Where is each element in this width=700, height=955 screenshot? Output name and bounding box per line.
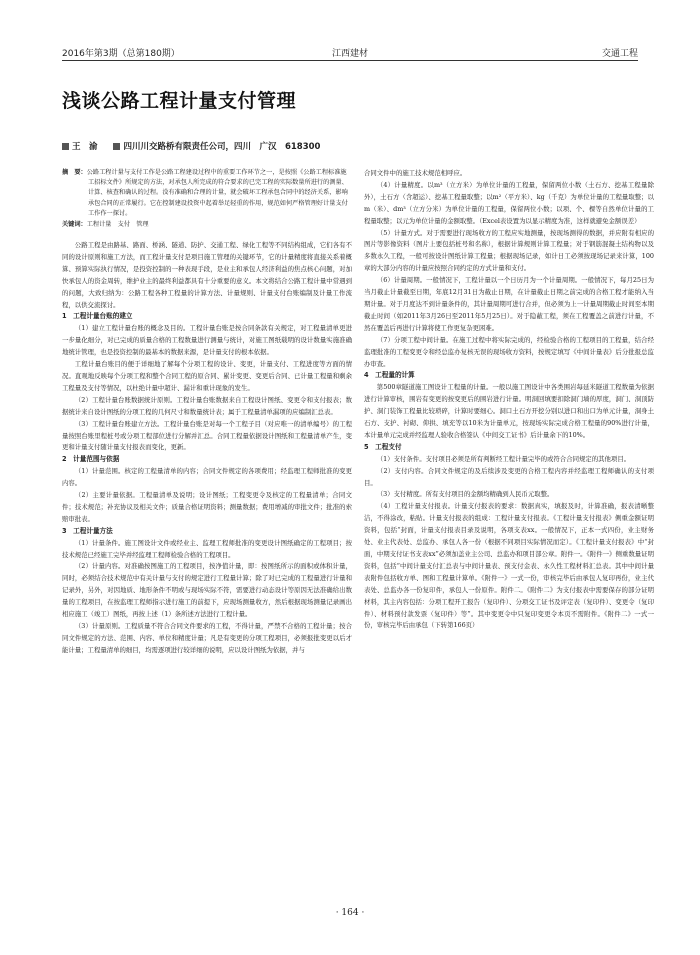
body-paragraph: （2）工程计量台账数据统计原则。工程计量台账数据来自工程设计图纸、变更令和支付报表；数据统计来自设计图纸的分项工程的几何尺寸和数量统计表；属于工程量清单漏项的应编制汇总表。 <box>62 395 352 416</box>
journal-name: 江西建材 <box>331 49 368 59</box>
issue-info: 2016年第3期（总第180期） <box>62 49 180 59</box>
right-column <box>364 168 654 632</box>
body-paragraph: 第500章隧道施工图设计工程量的计量。一般以施工图设计中各类围岩每延米隧道工程数量为依据进行计算审核，围岩有变更的按变更后的围岩进行计量。明洞回填要扣除洞门墙的厚度，洞门、洞顶防护、洞门装饰工程量比较琐碎，计算时要细心。洞口土石方开挖分别以进口和出口为单元计量，洞身土石方、支护、衬砌、仰拱、填充等以10米为计量单元，按现场实际完成合格工程量的90%进行计量，本计量单元完成并经监理人验收合格签认《中间交工证书》后计量余下的10%。 <box>364 383 654 439</box>
author-affiliation: 四川川交路桥有限责任公司，四川 广汉 618300 <box>123 142 321 152</box>
body-paragraph: （7）分项工程中间计量。在施工过程中将实际完成的，经检验合格的工程项目的工程量，结合经监理批准的工程变更令和经总监办复核无误的现场收方资料，按规定填写《中间计量表》后分批报总监办审查。 <box>364 335 654 368</box>
left-column <box>62 240 352 657</box>
abstract-text <box>62 168 352 219</box>
body-paragraph: 公路工程是由路基、路面、桥涵、隧道、防护、交通工程、绿化工程等不同结构组成，它们各有不同的设计原则和施工方法，而工程计量支付是项目施工管理的关键环节，它的计量精度将直接关系着概算、预算实际执行情况，是投资控制的一种表现手段，是业主和承包人经济利益的焦点核心问题，对加快承包人的资金周转，维护业主的最终利益都具有十分重要的意义。本文将结合公路工程计量中常遇到的问题，大致归纳为：公路工程各种工程量的计算方法、计量规则、计量支付台账编制及计量工作流程，以供交流探讨。 <box>62 241 352 309</box>
section-heading: 3 工程计量方法 <box>62 526 113 535</box>
section-heading: 4 工程量的计算 <box>364 371 415 380</box>
abstract-label: 摘 要： <box>62 169 87 176</box>
body-paragraph: （3）支付精度。所有支付项目的金额均精确到人民币元取整。 <box>376 490 554 499</box>
section-heading: 5 工程支付 <box>364 442 402 451</box>
header-rule <box>62 60 638 61</box>
article-title: 浅谈公路工程计量支付管理 <box>62 90 297 112</box>
body-paragraph: （3）计量原则。工程质量不符合合同文件要求的工程，不得计量，严禁不合格的工程计量；按合同文件规定的方法、范围、内容、单位和精度计量；凡是有变更的分项工程项目，必须报批变更以后才能计量；工程量清单的细目，均需逐项进行较详细的说明，应以设计图纸为依据，并与 <box>62 622 352 654</box>
body-paragraph: （2）计量内容。对准确按图施工的工程项目，按净值计量，即：按图纸所示的面积或体积计量，同时，必须结合技术规范中有关计量与支付的规定进行工程量计算；除了对已完成的工程量进行计量和记录外，另外，对因地质、地形条件不明或与现场实际不符，需要进行动态设计等原因无法准确给出数量的工程项目，在按监理工程师指示进行施工的前提下，应现场测量收方，然后根据现场测量记录画出相应施工（竣工）图纸，再按上述（1）条所述方法进行工程计量。 <box>62 562 352 619</box>
body-paragraph: （4）计量精度。以m³（立方米）为单位计量的工程量，保留两位小数（土石方、挖基工程量除外），土石方（含超运）、挖基工程量取整；以m²（平方米）、kg（千克）为单位计量的工程量取整；以m（米）、dm³（立方分米）为单位计量的工程量，保留两位小数；以项、个、棵等自然单位计量的工程量取整；以元为单位计量的金额取整。（Excel表设置为以显示精度为准，这样就避免金额误差） <box>364 180 654 225</box>
author-line <box>62 140 320 152</box>
body-paragraph: 工程计量台账目的便于详细地了解每个分项工程的设计、变更，计量支付、工程进度等方面的情况。直观地反映每个分项工程和整个合同工程的原合同、累计变更、变更后合同、已计量工程量和剩余工程量及支付等情况，以杜绝计量中超计、漏计和重计现象的发生。 <box>62 360 352 392</box>
section-name: 交通工程 <box>601 49 638 59</box>
body-paragraph: （2）支付内容。合同文件规定的及后续涉及变更的合格工程内容并经监理工程师确认的支付项目。 <box>364 466 654 487</box>
body-paragraph: （5）计量方式。对于需要进行现场收方的工程应实地测量，按现场测得的数据，并应附有相应的图片等影像资料（图片上要包括桩号和名称），根据计算规则计算工程量；对于钢筋混凝土结构物以及多数永久工程，一般可按设计图纸计算工程量；根据现场记录，如计日工必须按现场记录来计算，100章的大部分内容的计量应按照合同约定的方式计量和支付。 <box>364 228 654 273</box>
body-paragraph: （1）建立工程计量台账的概念及目的。工程计量台账是按合同条款有关规定，对工程量清单更进一步量化细分，对已完成的质量合格的工程数量进行测量与统计，对施工图纸载明的设计数量实施准确地统计管理，也是投资控制的最基本的数据来源，是计量支付的根本依据。 <box>62 324 352 357</box>
keywords <box>62 220 352 230</box>
page-number: · 164 · <box>335 908 365 918</box>
square-bullet-icon <box>62 143 69 150</box>
abstract-block <box>62 168 352 230</box>
section-heading: 2 计量范围与依据 <box>62 455 120 464</box>
author-name: 王 渝 <box>72 142 98 152</box>
body-paragraph: （3）工程计量台账建立方法。工程计量台账是对每一个工程子目（对应唯一的清单编号）的工程量按照台账里程桩号或分项工程部位进行分解并汇总。合同工程量依据设计图纸和工程量清单产生，变更和计量支付随计量支付报表而变化，更新。 <box>62 419 352 452</box>
body-paragraph: （4）工程计量支付报表。计量支付报表的要求：数据真实，填报及时，计算准确，报表清晰整洁，不得涂改，粘贴。计量支付报表的组成：工程计量支付报表。《工程计量支付报表》侧重金额证明资料，包括“封面，计量支付报表目录及说明，各项支表xx。一般情况下，正本一式四份，业主财务处、业主代表处、总监办、承包人各一份（根据不同项目实际情况而定）。《工程计量支付报表》中“封面，中期支付证书支表xx”必须加盖业主公司、总监办和项目部公章。附件一。《附件一》侧重数量证明资料，包括“中间计量支付汇总表与中间计量表、预支付金表、永久性工程材料汇总表。其中中间计量表附件包括收方单、图和工程量计算单。《附件一》一式一份，审核完毕后由承包人复印再份，业主代表处、总监办各一份复印件，承包人一份原件。附件二。《附件二》为支付报表中需要保存的部分证明材料，其主内容包括：分项工程开工报告（复印件）、分项交工证书及评定表（复印件）、变更令（复印件）、材料预付款发票（复印件）等”。其中变更令中只复印变更令本页不需附件。《附件二》一式一份，审核完毕后由承包（下转第166页） <box>364 502 654 630</box>
keywords-label: 关键词： <box>62 221 87 229</box>
square-bullet-icon <box>113 143 120 150</box>
body-paragraph: 合同文件中的施工技术规范相呼应。 <box>364 169 467 177</box>
body-paragraph: （1）计量条件。施工图设计文件或经业主、监理工程师批准的变更设计图纸确定的工程项目；按技术规范已经施工完毕并经监理工程师检验合格的工程项目。 <box>62 538 352 559</box>
abstract-body: 公路工程计量与支付工作是公路工程建设过程中的重要工作环节之一，是按照《公路工程标准施工招标文件》所规定的方法，对承包人所完成的符合要求的已完工程的实际数量所进行的测量、计算、核查和确认的过程。没有准确和合理的计量，就会破坏工程承包合同中的经济关系，影响承包合同的正常履行。它在控制建设投资中起着举足轻重的作用，规范如何严格管理好计量支付工作作一探讨。 <box>86 169 348 217</box>
section-heading: 1 工程计量台账的建立 <box>62 312 133 321</box>
keywords-list: 工程计量 支付 管理 <box>86 221 149 229</box>
body-paragraph: （6）计量周期。一般情况下，工程计量以一个日历月为一个计量周期。一般情况下，每月25日为当月截止计量截至日期，年底12月31日为截止日期，在计量截止日期之前完成的合格工程才能纳入当期计量。对于月度达不到计量条件的，其计量周期可进行合并，但必须为上一计量周期截止时间至本期截止时间（如2011年3月26日至2011年5月25日）。对于隐蔽工程，须在工程覆盖之前进行计量，不然在覆盖后再进行计算将使工作更复杂更困难。 <box>364 276 654 332</box>
body-paragraph: （2）主要计量依据。工程量清单及说明；设计图纸；工程变更令及核定的工程量清单；合同文件；技术规范；补充协议及相关文件；质量合格证明资料；测量数据；费用增减的审批文件；批准的索赔审批表。 <box>62 491 352 523</box>
body-paragraph: （1）计量范围。核定的工程量清单的内容；合同文件规定的各项费用；经监理工程师批准的变更内容。 <box>62 467 352 488</box>
body-paragraph: （1）支付条件。支付项目必须是所有判断经工程计量完毕的或符合合同规定的其他项目。 <box>376 454 631 463</box>
